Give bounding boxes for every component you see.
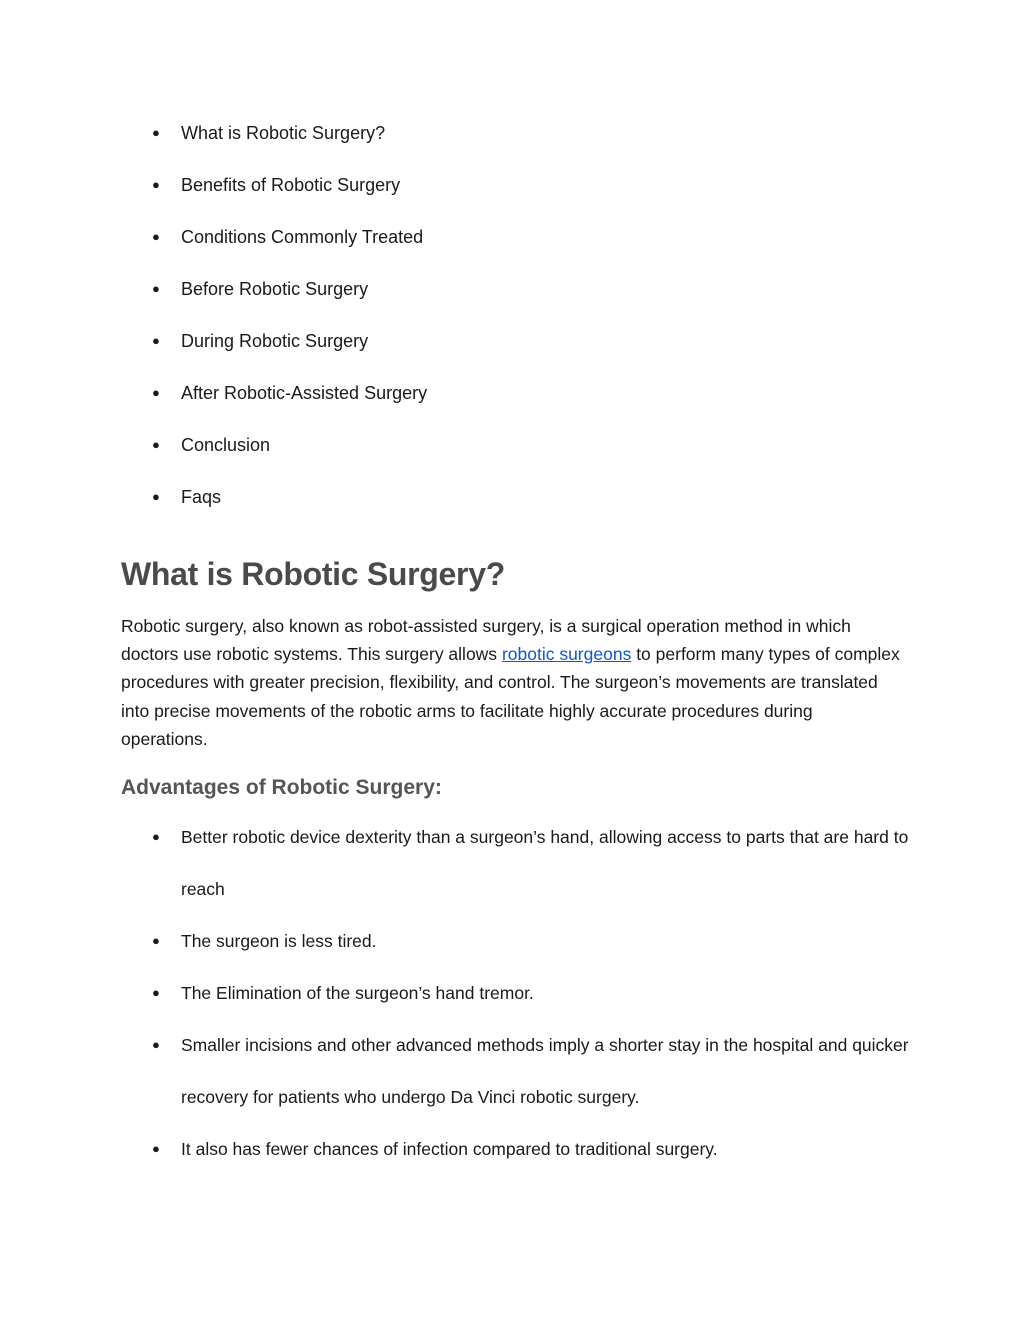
bullet-icon: ● <box>152 829 160 844</box>
toc-item: ● Faqs <box>152 483 912 535</box>
list-item: ● Smaller incisions and other advanced methods imply a shorter stay in the hospital and quicker recovery for patients who undergo Da Vinci robotic surgery. <box>152 1019 912 1123</box>
robotic-surgeons-link[interactable]: robotic surgeons <box>501 644 632 665</box>
toc-item: ● After Robotic-Assisted Surgery <box>152 379 912 431</box>
toc-item: ● Benefits of Robotic Surgery <box>152 171 912 223</box>
toc-item: ● Before Robotic Surgery <box>152 275 912 327</box>
bullet-icon: ● <box>152 489 160 504</box>
intro-paragraph: Robotic surgery, also known as robot-assisted surgery, is a surgical operation method in which doctors use robotic systems. This surgery allows robotic surgeons to perform many types of complex procedures with greater precision, flexibility, and control. The surgeon’s movements are translated into precise movements of the robotic arms to facilitate highly accurate procedures during operations. <box>121 616 900 749</box>
bullet-icon: ● <box>152 1037 160 1052</box>
table-of-contents <box>152 119 912 535</box>
bullet-icon: ● <box>152 333 160 348</box>
bullet-icon: ● <box>152 281 160 296</box>
bullet-icon: ● <box>152 385 160 400</box>
bullet-icon: ● <box>152 933 160 948</box>
bullet-icon: ● <box>152 437 160 452</box>
toc-item: ● Conditions Commonly Treated <box>152 223 912 275</box>
advantages-heading: Advantages of Robotic Surgery: <box>121 776 442 799</box>
bullet-icon: ● <box>152 1141 160 1156</box>
list-item: ● The Elimination of the surgeon’s hand tremor. <box>152 967 912 1019</box>
section-heading: What is Robotic Surgery? <box>121 556 505 592</box>
toc-item: ● Conclusion <box>152 431 912 483</box>
bullet-icon: ● <box>152 985 160 1000</box>
list-item: ● Better robotic device dexterity than a surgeon’s hand, allowing access to parts that are hard to reach <box>152 811 912 915</box>
toc-item: ● During Robotic Surgery <box>152 327 912 379</box>
list-item: ● It also has fewer chances of infection compared to traditional surgery. <box>152 1123 912 1175</box>
toc-item: ● What is Robotic Surgery? <box>152 119 912 171</box>
list-item: ● The surgeon is less tired. <box>152 915 912 967</box>
bullet-icon: ● <box>152 125 160 140</box>
bullet-icon: ● <box>152 177 160 192</box>
bullet-icon: ● <box>152 229 160 244</box>
advantages-list <box>152 811 912 1175</box>
